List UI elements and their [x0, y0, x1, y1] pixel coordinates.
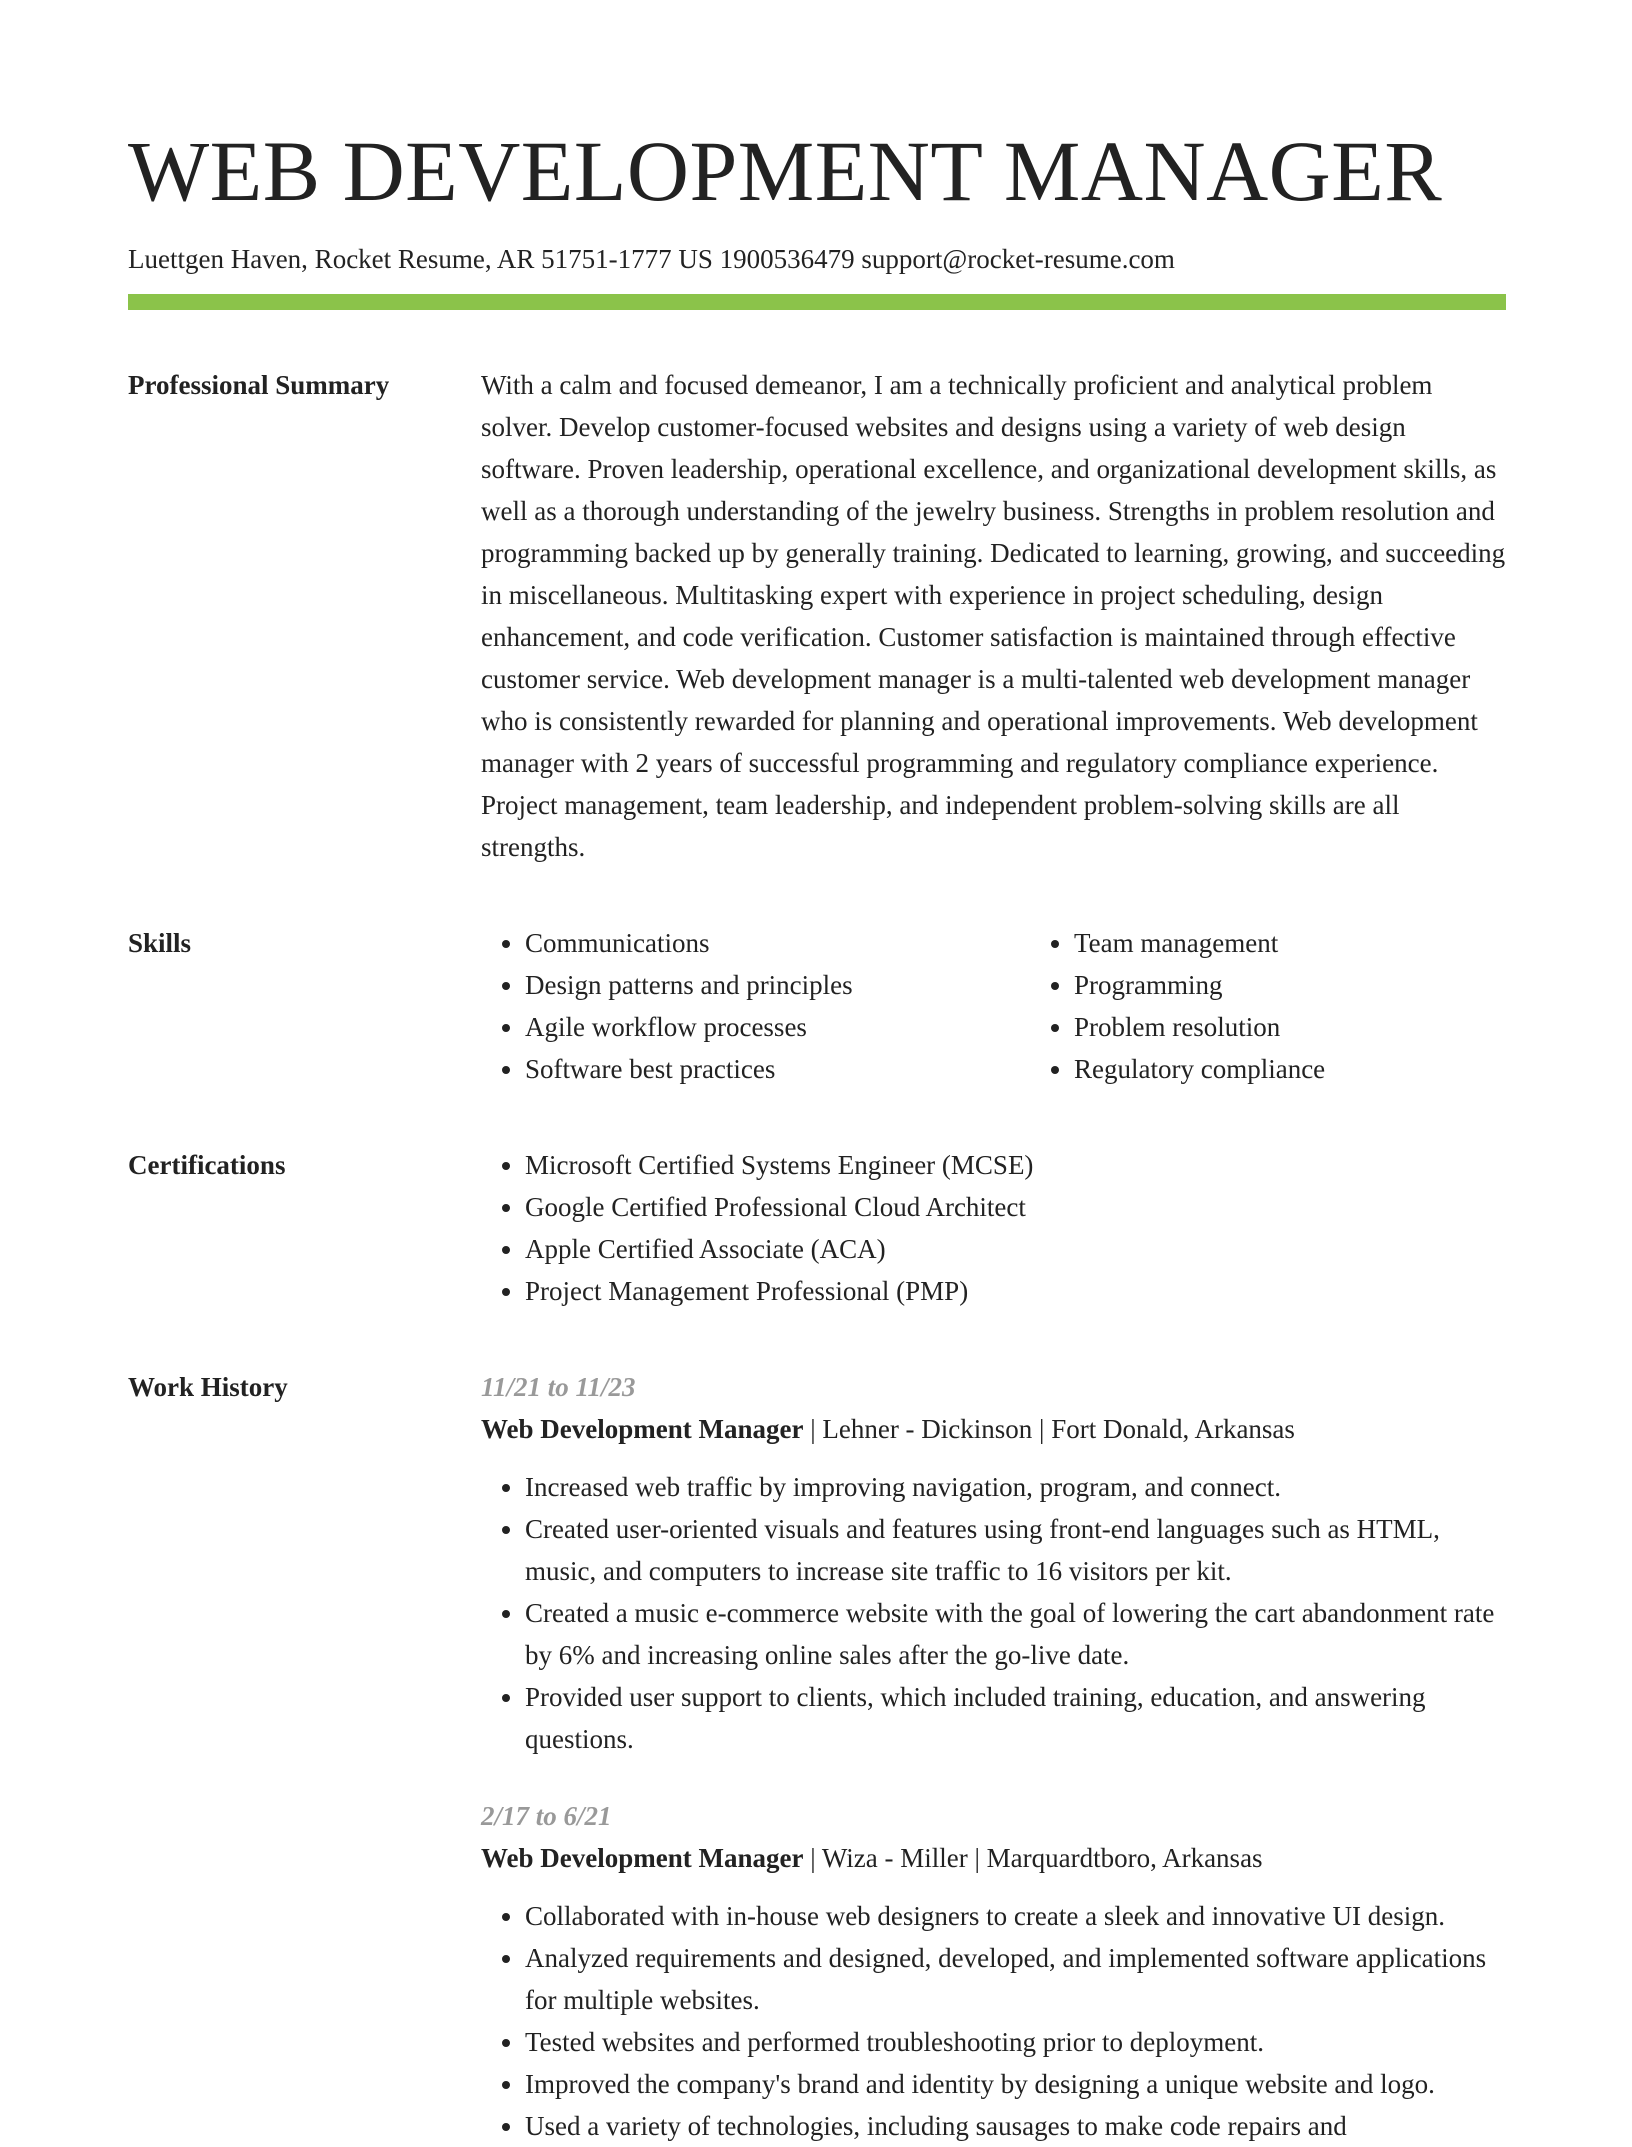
skill-item: • Problem resolution: [1074, 1006, 1579, 1048]
work-history-section: [128, 1366, 1506, 2147]
summary-text: With a calm and focused demeanor, I am a technically proficient and analytical problem solver. Develop customer-focused websites and designs using a variety of web design software. Proven leadership, operational excellence, and organizational development skills, as well as a thorough understanding of the jewelry business. Strengths in problem resolution and programming backed up by generally training. Dedicated to learning, growing, and succeeding in miscellaneous. Multitasking expert with experience in project scheduling, design enhancement, and code verification. Customer satisfaction is maintained through effective customer service. Web development manager is a multi-talented web development manager who is consistently rewarded for planning and operational improvements. Web development manager with 2 years of successful programming and regulatory compliance experience. Project management, team leadership, and independent problem-solving skills are all strengths.: [481, 370, 1506, 862]
skill-item: • Programming: [1074, 964, 1579, 1006]
section-heading: Professional Summary: [128, 370, 390, 400]
job-details: | Lehner - Dickinson | Fort Donald, Arkansas: [803, 1414, 1295, 1444]
section-heading: Certifications: [128, 1150, 286, 1180]
skill-item: • Regulatory compliance: [1074, 1048, 1579, 1090]
job-entry: [481, 1366, 1506, 1760]
job-bullet: • Created user-oriented visuals and features using front-end languages such as HTML, music, and computers to increase site traffic to 16 visitors per kit.: [525, 1508, 1506, 1592]
certifications-section: [128, 1144, 1506, 1312]
certifications-list: [481, 1144, 1506, 1312]
job-bullets: [481, 1466, 1506, 1760]
resume-title: WEB DEVELOPMENT MANAGER: [128, 123, 1443, 219]
job-bullet: • Increased web traffic by improving navigation, program, and connect.: [525, 1466, 1506, 1508]
accent-divider: [128, 294, 1506, 310]
job-title: Web Development Manager: [481, 1414, 804, 1444]
job-bullet: • Provided user support to clients, which included training, education, and answering questions.: [525, 1676, 1506, 1760]
section-heading: Work History: [128, 1372, 288, 1402]
skill-item: • Team management: [1074, 922, 1579, 964]
certification-item: • Project Management Professional (PMP): [525, 1270, 1506, 1312]
job-title: Web Development Manager: [481, 1843, 804, 1873]
job-bullet: • Created a music e-commerce website with the goal of lowering the cart abandonment rate by 6% and increasing online sales after the go-live date.: [525, 1592, 1506, 1676]
skill-item: • Communications: [525, 922, 1030, 964]
job-dates: 2/17 to 6/21: [481, 1801, 612, 1831]
job-bullet: • Analyzed requirements and designed, developed, and implemented software applications for multiple websites.: [525, 1937, 1506, 2021]
job-entry: [481, 1795, 1506, 2147]
certification-item: • Apple Certified Associate (ACA): [525, 1228, 1506, 1270]
job-bullets: [481, 1895, 1506, 2147]
job-heading: [481, 1408, 1506, 1450]
skills-list-left: [481, 922, 1030, 1090]
job-bullet: • Collaborated with in-house web designers to create a sleek and innovative UI design.: [525, 1895, 1506, 1937]
job-details: | Wiza - Miller | Marquardtboro, Arkansas: [803, 1843, 1263, 1873]
skill-item: • Software best practices: [525, 1048, 1030, 1090]
job-heading: [481, 1837, 1506, 1879]
skills-list-right: [1030, 922, 1579, 1090]
skill-item: • Design patterns and principles: [525, 964, 1030, 1006]
job-bullet: • Tested websites and performed troubleshooting prior to deployment.: [525, 2021, 1506, 2063]
certification-item: • Microsoft Certified Systems Engineer (MCSE): [525, 1144, 1506, 1186]
professional-summary-section: [128, 364, 1506, 868]
skill-item: • Agile workflow processes: [525, 1006, 1030, 1048]
job-bullet: • Used a variety of technologies, including sausages to make code repairs and: [525, 2105, 1506, 2147]
certification-item: • Google Certified Professional Cloud Architect: [525, 1186, 1506, 1228]
section-heading: Skills: [128, 928, 192, 958]
job-dates: 11/21 to 11/23: [481, 1372, 636, 1402]
job-bullet: • Improved the company's brand and identity by designing a unique website and logo.: [525, 2063, 1506, 2105]
resume-page: [128, 0, 1506, 2147]
skills-section: [128, 922, 1506, 1090]
contact-info: Luettgen Haven, Rocket Resume, AR 51751-1777 US 1900536479 support@rocket-resume.com: [128, 244, 1175, 274]
